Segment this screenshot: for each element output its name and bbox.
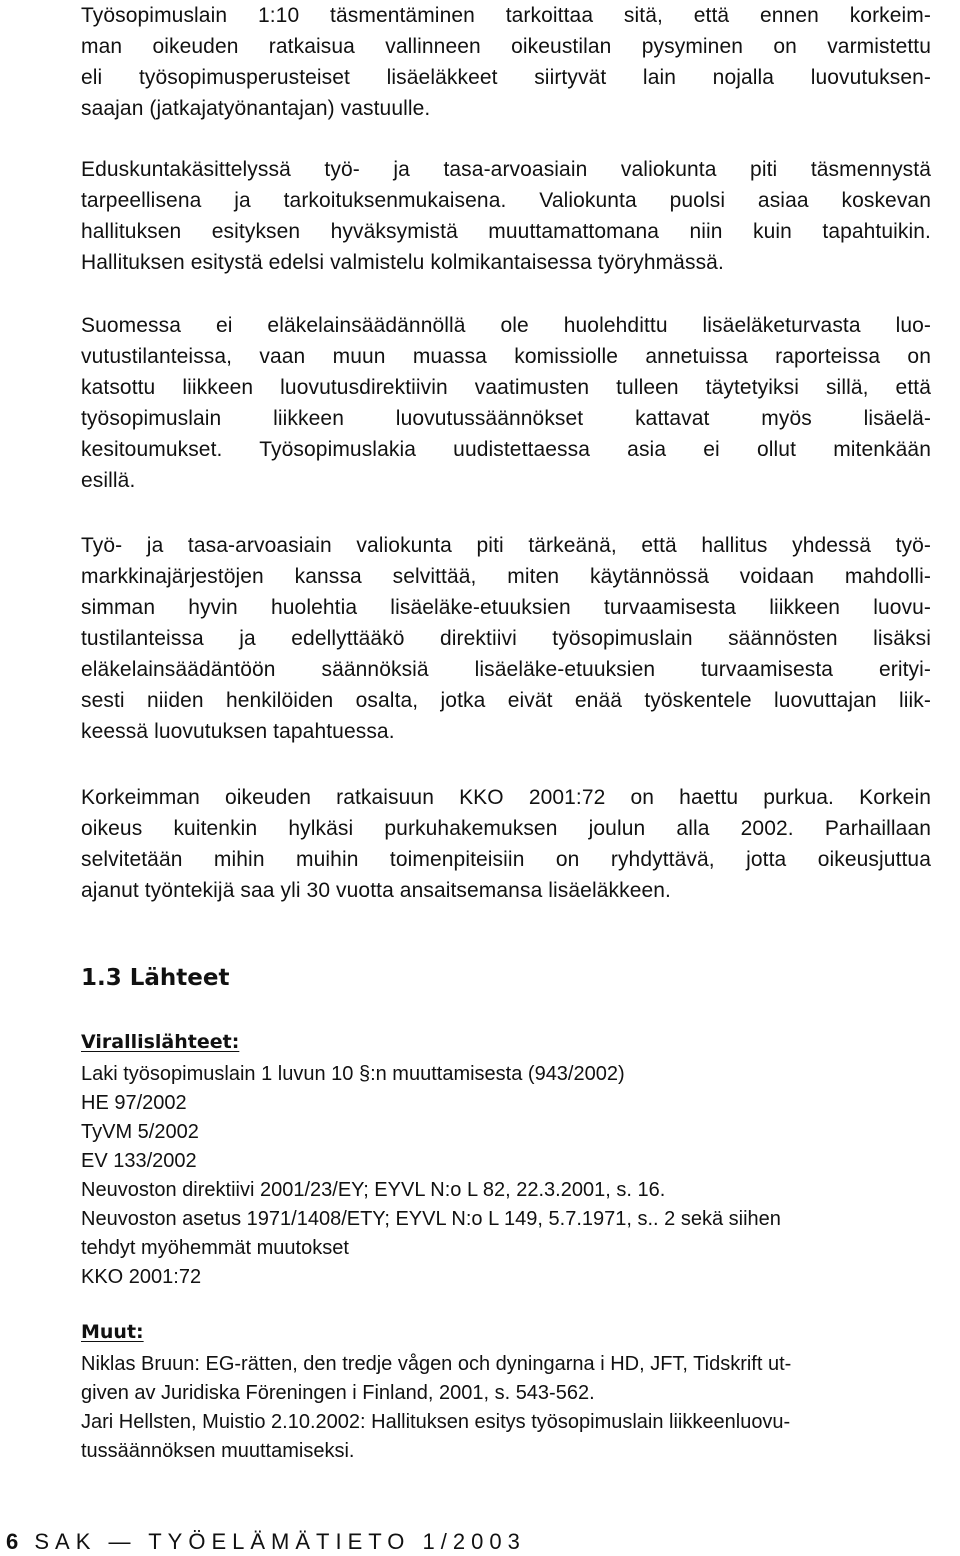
publication-name: SAK — TYÖELÄMÄTIETO 1/2003 [34,1529,526,1554]
paragraph-line: tustilanteissa ja edellyttääkö direktiivi työsopimuslain säännösten lisäksi [81,627,931,650]
body-paragraph [81,782,931,906]
paragraph-line: Työsopimuslain 1:10 täsmentäminen tarkoittaa sitä, että ennen korkeim- [81,4,931,27]
source-item: tussäännöksen muuttamiseksi. [81,1440,355,1462]
paragraph-line: man oikeuden ratkaisua vallinneen oikeustilan pysyminen on varmistettu [81,35,931,58]
paragraph-line: eli työsopimusperusteiset lisäeläkkeet siirtyvät lain nojalla luovutuksen- [81,66,931,89]
paragraph-line: keessä luovutuksen tapahtuessa. [81,720,395,743]
paragraph-line: katsottu liikkeen luovutusdirektiivin vaatimusten tulleen täytetyiksi sillä, että [81,376,931,399]
source-item: TyVM 5/2002 [81,1121,199,1143]
source-item: given av Juridiska Föreningen i Finland, 2001, s. 543-562. [81,1382,595,1404]
source-item: Niklas Bruun: EG-rätten, den tredje vågen och dyningarna i HD, JFT, Tidskrift ut- [81,1353,792,1375]
page-number: 6 [6,1529,19,1554]
source-item: Neuvoston direktiivi 2001/23/EY; EYVL N:o L 82, 22.3.2001, s. 16. [81,1179,666,1201]
other-sources-title: Muut: [81,1321,144,1343]
body-paragraph [81,0,931,124]
page-footer [6,1528,526,1556]
source-item: HE 97/2002 [81,1092,187,1114]
paragraph-line: Työ- ja tasa-arvoasiain valiokunta piti tärkeänä, että hallitus yhdessä työ- [81,534,931,557]
paragraph-line: simman hyvin huolehtia lisäeläke-etuuksien turvaamisesta liikkeen luovu- [81,596,931,619]
paragraph-line: sesti niiden henkilöiden osalta, jotka eivät enää työskentele luovuttajan liik- [81,689,931,712]
paragraph-line: työsopimuslain liikkeen luovutussäännökset kattavat myös lisäelä- [81,407,931,430]
section-heading: 1.3 Lähteet [81,965,230,991]
paragraph-line: vutustilanteissa, vaan muun muassa komissiolle annetuissa raporteissa on [81,345,931,368]
paragraph-line: kesitoumukset. Työsopimuslakia uudistettaessa asia ei ollut mitenkään [81,438,931,461]
paragraph-line: markkinajärjestöjen kanssa selvittää, miten käytännössä voidaan mahdolli- [81,565,931,588]
official-sources [81,1028,931,1292]
paragraph-line: selvitetään mihin muihin toimenpiteisiin on ryhdyttävä, jotta oikeusjuttua [81,848,931,871]
official-sources-title: Virallislähteet: [81,1031,240,1053]
paragraph-line: ajanut työntekijä saa yli 30 vuotta ansaitsemansa lisäeläkkeen. [81,879,671,902]
paragraph-line: Suomessa ei eläkelainsäädännöllä ole huolehdittu lisäeläketurvasta luo- [81,314,931,337]
body-paragraph [81,310,931,496]
source-item: Neuvoston asetus 1971/1408/ETY; EYVL N:o L 149, 5.7.1971, s.. 2 sekä siihen [81,1208,781,1230]
source-item: Jari Hellsten, Muistio 2.10.2002: Hallituksen esitys työsopimuslain liikkeenluovu- [81,1411,791,1433]
body-paragraph [81,154,931,278]
body-paragraph [81,530,931,747]
paragraph-line: tarpeellisena ja tarkoituksenmukaisena. Valiokunta puolsi asiaa koskevan [81,189,931,212]
source-item: Laki työsopimuslain 1 luvun 10 §:n muuttamisesta (943/2002) [81,1063,625,1085]
paragraph-line: hallituksen esityksen hyväksymistä muuttamattomana niin kuin tapahtuikin. [81,220,931,243]
other-sources [81,1318,931,1466]
paragraph-line: esillä. [81,469,136,492]
official-sources-list [81,1060,931,1292]
paragraph-line: Eduskuntakäsittelyssä työ- ja tasa-arvoasiain valiokunta piti täsmennystä [81,158,931,181]
paragraph-line: Hallituksen esitystä edelsi valmistelu kolmikantaisessa työryhmässä. [81,251,724,274]
source-item: KKO 2001:72 [81,1266,202,1288]
paragraph-line: saajan (jatkajatyönantajan) vastuulle. [81,97,431,120]
other-sources-list [81,1350,931,1466]
paragraph-line: Korkeimman oikeuden ratkaisuun KKO 2001:72 on haettu purkua. Korkein [81,786,931,809]
source-item: tehdyt myöhemmät muutokset [81,1237,349,1259]
paragraph-line: eläkelainsäädäntöön säännöksiä lisäeläke-etuuksien turvaamisesta erityi- [81,658,931,681]
paragraph-line: oikeus kuitenkin hylkäsi purkuhakemuksen joulun alla 2002. Parhaillaan [81,817,931,840]
source-item: EV 133/2002 [81,1150,197,1172]
